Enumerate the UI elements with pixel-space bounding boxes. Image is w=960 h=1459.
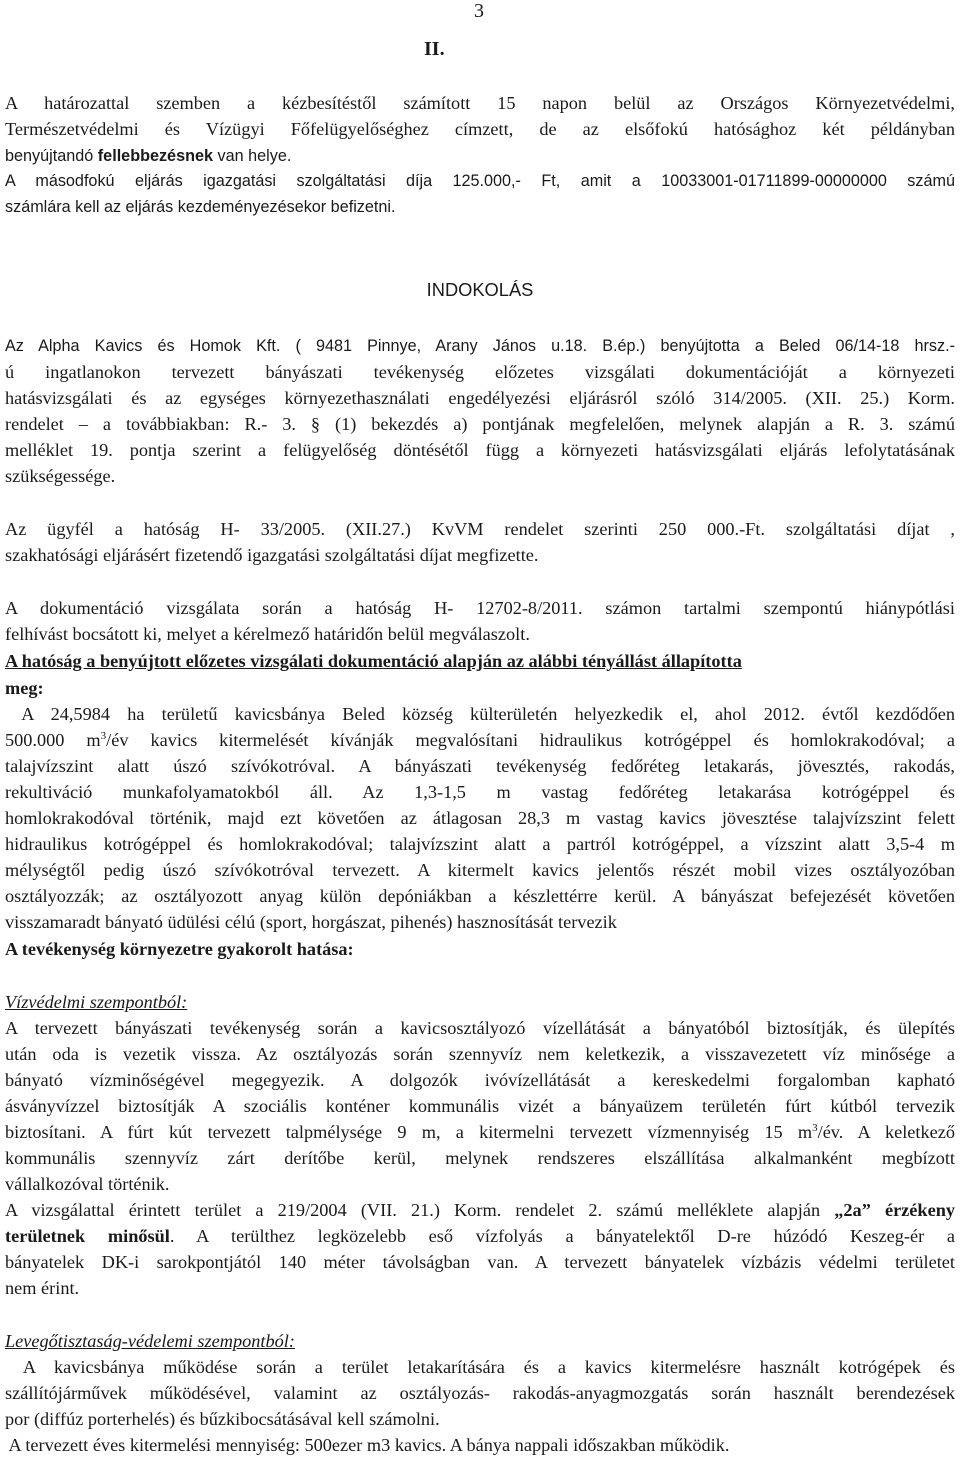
text-line: felhívást bocsátott ki, melyet a kérelmező határidőn belül megválaszolt. bbox=[5, 624, 530, 644]
text-line: visszamaradt bányató üdülési célú (sport, horgászat, pihenés) hasznosítását tervezik bbox=[5, 912, 617, 932]
text-line: bányatelek DK-i sarokpontjától 140 méter távolságban van. A tervezett bányatelek vízbázis védelmi területet bbox=[5, 1252, 955, 1272]
bold-heading-line: A hatóság a benyújtott előzetes vizsgálati dokumentáció alapján az alábbi tényállást állapította bbox=[5, 651, 742, 671]
text-line: Az Alpha Kavics és Homok Kft. ( 9481 Pinnye, Arany János u.18. B.ép.) benyújtotta a Beled 06/14-18 hrsz.- bbox=[5, 337, 955, 355]
impact-heading: A tevékenység környezetre gyakorolt hatása: bbox=[5, 939, 354, 959]
text-span: /év kavics kitermelését kívánják megvalósítani hidraulikus kotrógéppel és homlokrakodóval; a bbox=[106, 730, 955, 750]
superscript: 3 bbox=[100, 730, 107, 742]
text-line bbox=[5, 1198, 955, 1222]
text-line: A tervezett bányászati tevékenység során a kavicsosztályozó vízellátását a bányatóból biztosítják, és ülepítés bbox=[5, 1018, 955, 1038]
text-line: hidraulikus kotrógéppel és homlokrakodóval; talajvízszint alatt a partról kotrógéppel, a vízszint alatt 3,5-4 m bbox=[5, 834, 955, 854]
text-line: mélységtől pedig úszó szívókotróval tervezett. A kitermelt kavics jelentős részét mobil vizes osztályozóban bbox=[5, 860, 955, 880]
text-line: talajvízszint alatt úszó szívókotróval. A bányászati tevékenység fedőréteg letakarás, jövesztés, rakodás, bbox=[5, 756, 955, 776]
text-line: bányató vízminőségével megegyezik. A dolgozók ivóvízellátását a kereskedelmi forgalomban kapható bbox=[5, 1070, 955, 1090]
text-line: melléklet 19. pontja szerint a felügyelőség döntésétől függ a környezeti hatásvizsgálati eljárás lefolytatásának bbox=[5, 440, 955, 460]
text-line: hatásvizsgálati és az egységes környezethasználati engedélyezési eljárásról szóló 314/2005. (XII. 25.) Korm. bbox=[5, 388, 955, 408]
text-line bbox=[5, 1224, 955, 1248]
text-span: /év. A keletkező bbox=[817, 1122, 955, 1142]
text-line: A tervezett éves kitermelési mennyiség: 500ezer m3 kavics. A bánya nappali időszakban működik. bbox=[5, 1435, 730, 1455]
text-line: ú ingatlanokon tervezett bányászati tevékenység előzetes vizsgálati dokumentációját a környezeti bbox=[5, 362, 955, 382]
text-span-bold: fellebbezésnek bbox=[97, 147, 213, 165]
section-number: II. bbox=[424, 38, 445, 60]
text-line: szállítójárművek működésével, valamint az osztályozás- rakodás-anyagmozgatás során használt berendezések bbox=[5, 1383, 955, 1403]
text-line: kommunális szennyvíz zárt derítőbe kerül, melynek rendszeres elszállítása alkalmanként megbízott bbox=[5, 1148, 955, 1168]
bold-heading-line: meg: bbox=[5, 678, 44, 698]
text-line: homlokrakodóval történik, majd ezt követően az átlagosan 28,3 m vastag kavics jövesztése talajvízszint felett bbox=[5, 808, 955, 828]
superscript: 3 bbox=[812, 1122, 818, 1134]
text-line: Természetvédelmi és Vízügyi Főfelügyelőséghez címzett, de az elsőfokú hatósághoz két példányban bbox=[5, 119, 955, 139]
text-line: por (diffúz porterhelés) és bűzkibocsátásával kell számolni. bbox=[5, 1409, 440, 1429]
text-line: vállalkozóval történik. bbox=[5, 1174, 170, 1194]
text-line: számlára kell az eljárás kezdeményezésekor befizetni. bbox=[5, 198, 396, 216]
text-line: A 24,5984 ha területű kavicsbánya Beled község külterületén helyezkedik el, ahol 2012. évtől kezdődően bbox=[5, 704, 955, 724]
text-line: A másodfokú eljárás igazgatási szolgáltatási díja 125.000,- Ft, amit a 10033001-01711899-00000000 számú bbox=[5, 172, 955, 190]
text-span: van helye. bbox=[217, 147, 292, 165]
text-line: rendelet – a továbbiakban: R.- 3. § (1) bekezdés a) pontjának megfelelően, melynek alapján a R. 3. számú bbox=[5, 414, 955, 434]
text-span-bold: területnek minősül bbox=[5, 1226, 170, 1246]
text-line bbox=[5, 1120, 955, 1144]
text-span: benyújtandó bbox=[5, 147, 94, 165]
text-line: után oda is vezetik vissza. Az osztályozás során szennyvíz nem keletkezik, a visszavezetett víz minősége a bbox=[5, 1044, 955, 1064]
text-span: A vizsgálattal érintett terület a 219/2004 (VII. 21.) Korm. rendelet 2. számú melléklete alapján bbox=[5, 1200, 835, 1220]
text-span: biztosítani. A fúrt kút tervezett talpmélysége 9 m, a kitermelni tervezett vízmennyiség 15 m bbox=[5, 1122, 813, 1142]
water-heading: Vízvédelmi szempontból: bbox=[5, 992, 188, 1012]
section-heading: INDOKOLÁS bbox=[426, 279, 534, 300]
text-line bbox=[5, 143, 955, 168]
text-line: A dokumentáció vizsgálata során a hatóság H- 12702-8/2011. számon tartalmi szempontú hiánypótlási bbox=[5, 598, 955, 618]
text-line: szakhatósági eljárásért fizetendő igazgatási szolgáltatási díjat megfizette. bbox=[5, 545, 539, 565]
page-number: 3 bbox=[474, 0, 484, 22]
text-span: . A terülthez legközelebb eső vízfolyás a bányatelektől D-re húzódó Keszeg-ér a bbox=[169, 1226, 955, 1246]
text-span-bold: „2a” érzékeny bbox=[834, 1200, 956, 1220]
text-line: A határozattal szemben a kézbesítéstől számított 15 napon belül az Országos Környezetvédelmi, bbox=[5, 93, 955, 113]
text-line: szükségessége. bbox=[5, 466, 116, 486]
text-line: A kavicsbánya működése során a terület letakarítására és a kavics kitermelésre használt kotrógépek és bbox=[5, 1357, 955, 1377]
text-line: nem érint. bbox=[5, 1278, 80, 1298]
text-line bbox=[5, 728, 955, 752]
text-line: Az ügyfél a hatóság H- 33/2005. (XII.27.) KvVM rendelet szerinti 250 000.-Ft. szolgáltatási díjat , bbox=[5, 519, 955, 539]
text-span: 500.000 m bbox=[5, 730, 101, 750]
air-heading: Levegőtisztaság-védelemi szempontból: bbox=[5, 1331, 295, 1351]
text-line: ásványvízzel biztosítják A szociális konténer kommunális vizét a bányaüzem területén fúrt kútból tervezik bbox=[5, 1096, 955, 1116]
text-line: rekultiváció munkafolyamatokból áll. Az 1,3-1,5 m vastag fedőréteg letakarása kotrógéppel és bbox=[5, 782, 955, 802]
text-line: osztályozzák; az osztályozott anyag külön depóniákban a készlettérre kerül. A bányászat befejezését követően bbox=[5, 886, 955, 906]
